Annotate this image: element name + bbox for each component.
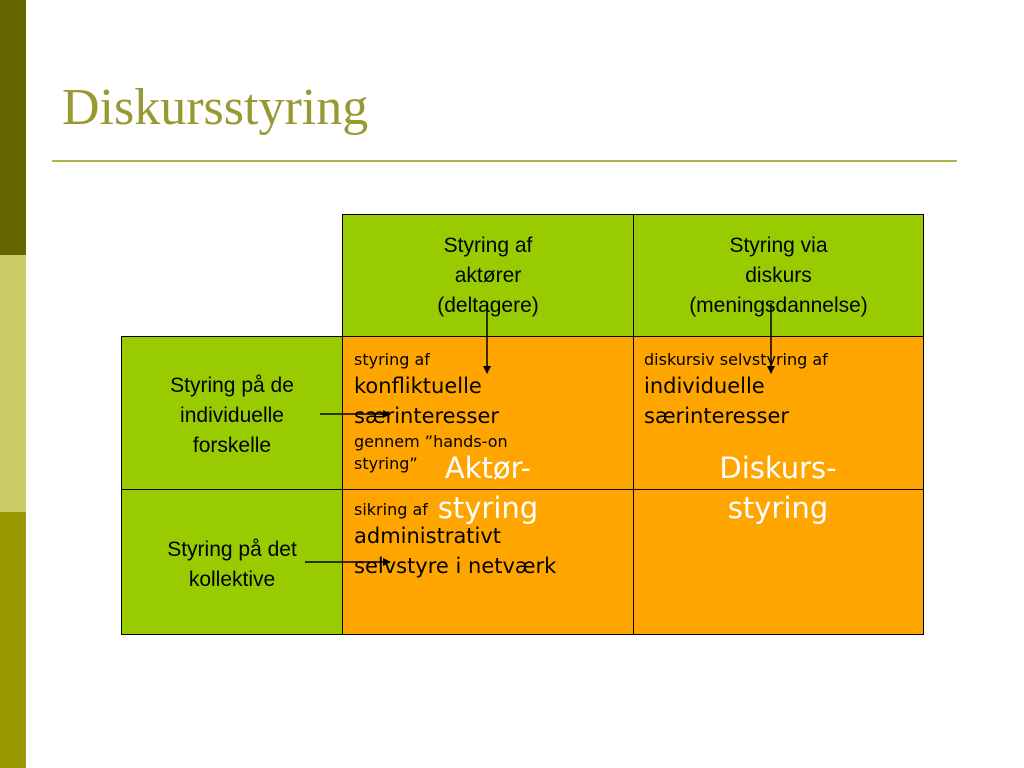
slide-title: Diskursstyring bbox=[62, 79, 369, 136]
cell-collective-actors-intro: sikring af bbox=[354, 500, 428, 519]
accent-bar-bottom bbox=[0, 512, 26, 768]
row-header-collective-line-1: Styring på det bbox=[167, 538, 297, 561]
overlay-actor-steering bbox=[408, 448, 568, 528]
cell-collective-actors-line-1: administrativt bbox=[354, 524, 502, 548]
row-header-individual-line-2: individuelle bbox=[180, 404, 284, 427]
col-header-actors-line-2: aktører bbox=[454, 264, 522, 287]
row-header-collective-line-2: kollektive bbox=[188, 568, 276, 591]
col-header-discourse-line-3: (meningsdannelse) bbox=[689, 294, 868, 317]
cell-individual-actors-intro: styring af bbox=[354, 350, 430, 369]
cell-individual-discourse-line-1: individuelle bbox=[644, 374, 765, 398]
col-header-actors-line-3: (deltagere) bbox=[437, 294, 539, 317]
row-header-individual-line-3: forskelle bbox=[192, 434, 272, 457]
cell-individual-actors-line-1: konfliktuelle bbox=[354, 374, 482, 398]
accent-bar-top bbox=[0, 0, 26, 255]
col-header-actors bbox=[342, 214, 634, 337]
row-header-individual-line-1: Styring på de bbox=[170, 374, 294, 397]
col-header-discourse-line-1: Styring via bbox=[729, 234, 828, 257]
cell-individual-discourse-line-2: særinteresser bbox=[644, 404, 790, 428]
row-header-collective bbox=[121, 489, 343, 635]
row-header-individual bbox=[121, 336, 343, 490]
cell-individual-actors-note-1: gennem ”hands-on bbox=[354, 432, 508, 451]
overlay-discourse-steering bbox=[688, 448, 868, 528]
cell-individual-actors-note-2: styring” bbox=[354, 454, 418, 473]
cell-individual-actors-line-2: særinteresser bbox=[354, 404, 500, 428]
overlay-discourse-steering-line-2: styring bbox=[727, 491, 829, 525]
overlay-actor-steering-line-1: Aktør- bbox=[444, 451, 532, 485]
col-header-discourse-line-2: diskurs bbox=[745, 264, 812, 287]
title-divider bbox=[52, 160, 957, 162]
overlay-discourse-steering-line-1: Diskurs- bbox=[719, 451, 837, 485]
cell-collective-actors-line-2: selvstyre i netværk bbox=[354, 554, 557, 578]
col-header-discourse bbox=[633, 214, 924, 337]
cell-individual-discourse-intro: diskursiv selvstyring af bbox=[644, 350, 828, 369]
col-header-actors-line-1: Styring af bbox=[443, 234, 533, 257]
accent-bar-middle bbox=[0, 255, 26, 512]
overlay-actor-steering-line-2: styring bbox=[437, 491, 539, 525]
